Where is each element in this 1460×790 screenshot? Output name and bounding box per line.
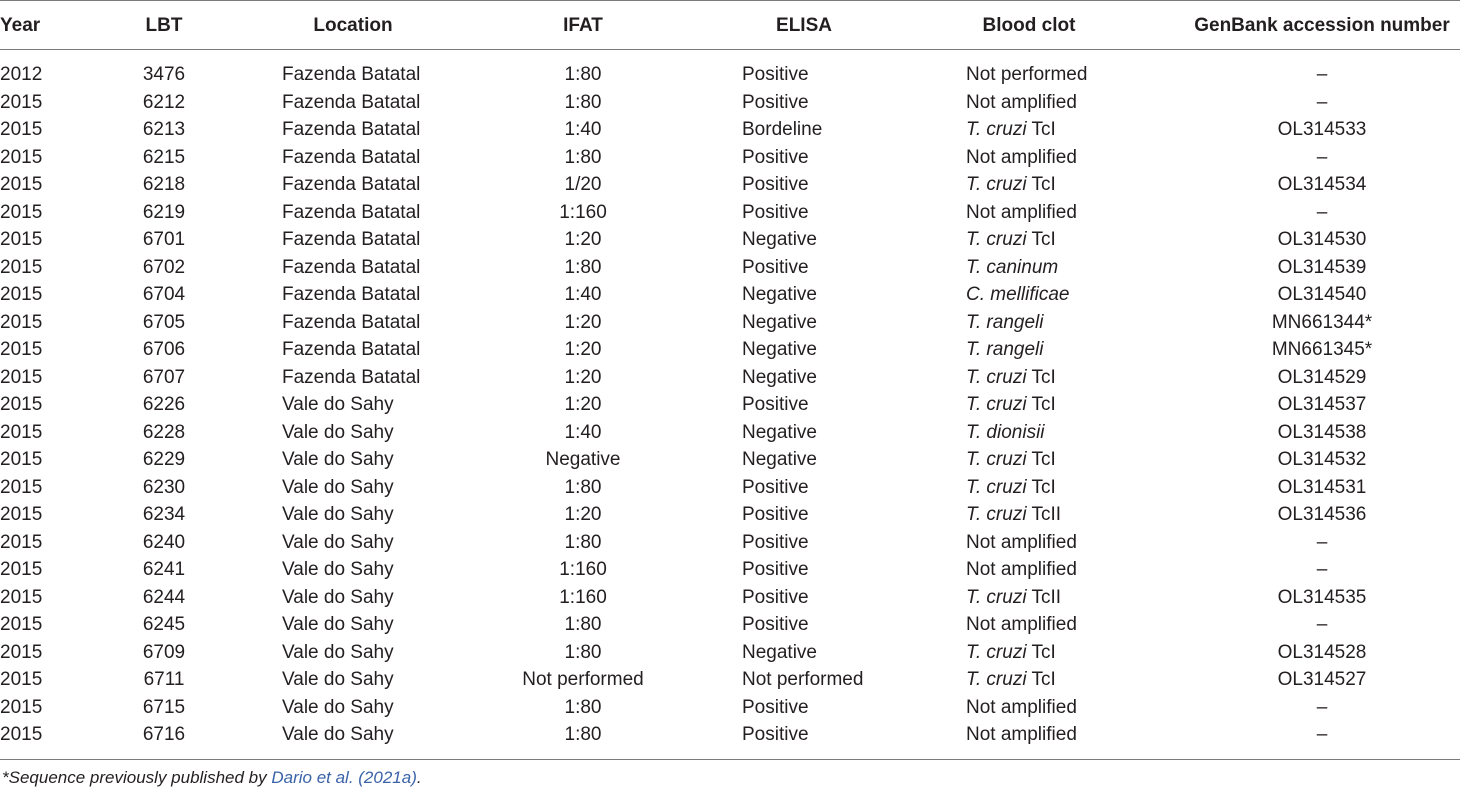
table-header-rule [0,49,1460,50]
cell-ifat: 1:80 [564,91,602,113]
cell-ifat: 1:40 [564,284,602,305]
cell-genbank: – [1316,724,1328,745]
cell-ifat: 1:20 [564,366,602,388]
cell-location: Vale do Sahy [282,394,394,415]
cell-elisa: Positive [742,201,809,223]
cell-location: Vale do Sahy [282,449,394,470]
cell-genbank: OL314528 [1277,641,1367,663]
species-name: T. cruzi [966,669,1027,690]
table-row [0,612,1460,640]
cell-elisa: Positive [742,174,809,195]
cell-blood-clot [966,447,1056,473]
cell-elisa: Negative [742,366,817,388]
cell-lbt: 6705 [142,311,186,333]
cell-elisa: Negative [742,641,817,663]
cell-location: Vale do Sahy [282,586,394,608]
cell-lbt: 3476 [142,64,186,85]
cell-ifat: 1:20 [564,339,602,360]
cell-genbank: – [1316,146,1328,168]
cell-ifat: 1:80 [564,614,602,635]
species-name: T. cruzi [966,641,1027,663]
cell-year: 2015 [0,229,43,250]
cell-elisa: Positive [742,586,809,608]
cell-blood-clot [966,310,1043,336]
cell-location: Fazenda Batatal [282,119,421,140]
cell-elisa: Positive [742,696,809,718]
blood-clot-result: TcI [1026,449,1056,470]
species-name: T. cruzi [966,504,1027,525]
cell-genbank: OL314531 [1277,476,1367,498]
species-name: C. mellificae [966,284,1070,305]
footnote-text: *Sequence previously published by [2,768,272,787]
cell-elisa: Positive [742,394,809,415]
cell-lbt: 6245 [142,614,186,635]
cell-ifat: 1:160 [559,559,607,580]
cell-elisa: Negative [742,449,817,470]
cell-year: 2015 [0,586,43,608]
blood-clot-result: TcII [1026,586,1062,608]
cell-blood-clot [966,172,1056,198]
cell-location: Vale do Sahy [282,476,394,498]
cell-elisa: Positive [742,531,809,553]
blood-clot-result: TcI [1026,366,1056,388]
cell-blood-clot [966,612,1077,638]
table-row [0,172,1460,200]
cell-ifat: 1:80 [564,531,602,553]
cell-genbank: OL314532 [1277,449,1367,470]
table-row [0,145,1460,173]
footnote-citation-link[interactable]: Dario et al. (2021a) [271,768,417,787]
cell-lbt: 6702 [142,256,186,278]
cell-elisa: Positive [742,476,809,498]
species-name: T. dionisii [966,421,1045,443]
cell-year: 2015 [0,394,43,415]
cell-blood-clot [966,722,1077,748]
cell-location: Vale do Sahy [282,669,394,690]
cell-ifat: Not performed [522,669,644,690]
cell-ifat: 1:80 [564,696,602,718]
cell-lbt: 6707 [142,366,186,388]
cell-elisa: Positive [742,256,809,278]
species-name: T. cruzi [966,366,1027,388]
column-header-ifat: IFAT [563,15,603,36]
cell-genbank: OL314527 [1277,669,1367,690]
cell-genbank: – [1316,614,1328,635]
cell-ifat: 1:80 [564,256,602,278]
table-bottom-rule [0,759,1460,760]
table-row [0,530,1460,558]
cell-genbank: OL314537 [1277,394,1367,415]
cell-elisa: Not performed [742,669,864,690]
footnote-end: . [416,768,422,787]
species-name: T. cruzi [966,394,1027,415]
cell-location: Fazenda Batatal [282,256,421,278]
cell-location: Fazenda Batatal [282,366,421,388]
blood-clot-result: TcI [1026,119,1056,140]
cell-blood-clot [966,145,1077,171]
cell-lbt: 6715 [142,696,186,718]
cell-ifat: Negative [545,449,621,470]
table-row [0,365,1460,393]
cell-year: 2015 [0,91,43,113]
cell-location: Vale do Sahy [282,641,394,663]
cell-genbank: OL314539 [1277,256,1367,278]
blood-clot-result: Not amplified [966,614,1077,635]
cell-location: Vale do Sahy [282,504,394,525]
cell-year: 2015 [0,641,43,663]
cell-year: 2015 [0,559,43,580]
cell-blood-clot [966,392,1056,418]
species-name: T. caninum [966,256,1059,278]
blood-clot-result: Not amplified [966,696,1077,718]
cell-blood-clot [966,62,1087,88]
table-row [0,255,1460,283]
table-row [0,337,1460,365]
cell-year: 2015 [0,339,43,360]
cell-genbank: – [1316,696,1328,718]
cell-elisa: Positive [742,64,809,85]
cell-ifat: 1:40 [564,421,602,443]
cell-blood-clot [966,365,1056,391]
cell-year: 2015 [0,201,43,223]
blood-clot-result: TcI [1026,229,1056,250]
blood-clot-result: TcI [1026,476,1056,498]
species-name: T. cruzi [966,586,1027,608]
blood-clot-result: TcI [1026,641,1056,663]
cell-blood-clot [966,282,1069,308]
cell-genbank: OL314536 [1277,504,1367,525]
cell-blood-clot [966,227,1056,253]
column-header-location: Location [313,15,393,36]
cell-blood-clot [966,502,1061,528]
species-name: T. cruzi [966,229,1027,250]
cell-genbank: MN661345* [1271,339,1373,360]
blood-clot-result: Not amplified [966,559,1077,580]
cell-blood-clot [966,90,1077,116]
cell-genbank: – [1316,64,1328,85]
cell-elisa: Positive [742,504,809,525]
cell-elisa: Negative [742,421,817,443]
table-row [0,695,1460,723]
cell-elisa: Positive [742,91,809,113]
species-name: T. rangeli [966,311,1044,333]
cell-lbt: 6716 [142,724,186,745]
blood-clot-result: Not amplified [966,201,1077,223]
cell-blood-clot [966,695,1077,721]
cell-elisa: Bordeline [742,119,823,140]
cell-genbank: OL314535 [1277,586,1367,608]
cell-location: Vale do Sahy [282,614,394,635]
blood-clot-result: Not amplified [966,724,1077,745]
cell-location: Fazenda Batatal [282,174,421,195]
cell-genbank: OL314533 [1277,119,1367,140]
cell-elisa: Negative [742,229,817,250]
cell-location: Vale do Sahy [282,559,394,580]
cell-year: 2015 [0,421,43,443]
cell-blood-clot [966,200,1077,226]
table-row [0,392,1460,420]
cell-location: Fazenda Batatal [282,91,421,113]
cell-year: 2015 [0,476,43,498]
blood-clot-result: TcI [1026,669,1056,690]
column-header-year: Year [0,15,41,36]
table-row [0,420,1460,448]
cell-ifat: 1:20 [564,311,602,333]
cell-location: Vale do Sahy [282,724,394,745]
table-footnote [2,767,422,789]
cell-genbank: OL314540 [1277,284,1367,305]
cell-ifat: 1:20 [564,229,602,250]
cell-blood-clot [966,255,1058,281]
cell-lbt: 6226 [142,394,186,415]
cell-blood-clot [966,557,1077,583]
cell-blood-clot [966,667,1056,693]
cell-blood-clot [966,585,1061,611]
cell-genbank: OL314534 [1277,174,1367,195]
cell-elisa: Positive [742,724,809,745]
cell-genbank: – [1316,91,1328,113]
cell-location: Fazenda Batatal [282,229,421,250]
species-name: T. cruzi [966,449,1027,470]
cell-year: 2015 [0,614,43,635]
cell-year: 2015 [0,284,43,305]
cell-blood-clot [966,475,1056,501]
cell-elisa: Positive [742,559,809,580]
cell-elisa: Negative [742,339,817,360]
blood-clot-result: Not amplified [966,91,1077,113]
blood-clot-result: TcI [1026,394,1056,415]
cell-ifat: 1:80 [564,64,602,85]
table-row [0,310,1460,338]
cell-ifat: 1:160 [559,586,607,608]
cell-elisa: Negative [742,311,817,333]
column-header-lbt: LBT [145,15,183,36]
cell-location: Fazenda Batatal [282,284,421,305]
cell-location: Vale do Sahy [282,421,394,443]
table-row [0,117,1460,145]
cell-year: 2015 [0,504,43,525]
cell-ifat: 1:80 [564,641,602,663]
column-header-blood-clot: Blood clot [982,15,1076,36]
cell-year: 2015 [0,256,43,278]
cell-lbt: 6219 [142,201,186,223]
cell-year: 2015 [0,531,43,553]
cell-year: 2015 [0,146,43,168]
table-row [0,502,1460,530]
table-row [0,200,1460,228]
cell-lbt: 6234 [142,504,186,525]
blood-clot-result: TcI [1026,174,1056,195]
cell-location: Fazenda Batatal [282,311,421,333]
cell-lbt: 6213 [142,119,186,140]
cell-lbt: 6244 [142,586,186,608]
cell-location: Fazenda Batatal [282,339,421,360]
cell-year: 2015 [0,366,43,388]
table-row [0,585,1460,613]
cell-lbt: 6228 [142,421,186,443]
cell-location: Vale do Sahy [282,696,394,718]
cell-lbt: 6706 [142,339,186,360]
cell-year: 2015 [0,119,43,140]
cell-lbt: 6212 [142,91,186,113]
cell-location: Fazenda Batatal [282,146,421,168]
table-row [0,557,1460,585]
cell-lbt: 6704 [142,284,186,305]
cell-location: Fazenda Batatal [282,64,421,85]
cell-lbt: 6709 [142,641,186,663]
cell-ifat: 1/20 [564,174,602,195]
cell-genbank: MN661344* [1271,311,1373,333]
cell-genbank: OL314538 [1277,421,1367,443]
cell-ifat: 1:160 [559,201,607,223]
blood-clot-result: Not amplified [966,146,1077,168]
cell-lbt: 6711 [143,669,185,690]
cell-ifat: 1:80 [564,476,602,498]
column-header-elisa: ELISA [776,15,832,36]
table-row [0,282,1460,310]
species-name: T. cruzi [966,119,1027,140]
table-row [0,447,1460,475]
cell-genbank: OL314529 [1277,366,1367,388]
cell-ifat: 1:40 [564,119,602,140]
cell-year: 2012 [0,64,43,85]
cell-genbank: OL314530 [1277,229,1367,250]
cell-year: 2015 [0,724,43,745]
blood-clot-result: Not performed [966,64,1088,85]
table-row [0,227,1460,255]
species-name: T. cruzi [966,174,1027,195]
blood-clot-result: TcII [1026,504,1062,525]
table-row [0,722,1460,750]
table-row [0,62,1460,90]
cell-blood-clot [966,530,1077,556]
table-row [0,640,1460,668]
species-name: T. rangeli [966,339,1044,360]
cell-genbank: – [1316,201,1328,223]
cell-year: 2015 [0,174,43,195]
table-top-rule [0,0,1460,1]
cell-lbt: 6218 [142,174,186,195]
cell-year: 2015 [0,696,43,718]
cell-lbt: 6229 [142,449,186,470]
cell-elisa: Negative [742,284,817,305]
cell-elisa: Positive [742,146,809,168]
cell-blood-clot [966,117,1056,143]
cell-year: 2015 [0,449,43,470]
table-row [0,90,1460,118]
cell-location: Vale do Sahy [282,531,394,553]
blood-clot-result: Not amplified [966,531,1077,553]
cell-lbt: 6215 [142,146,186,168]
cell-ifat: 1:20 [564,394,602,415]
cell-blood-clot [966,420,1045,446]
table-row [0,667,1460,695]
cell-elisa: Positive [742,614,809,635]
cell-lbt: 6230 [142,476,186,498]
table-header [0,13,1460,39]
cell-ifat: 1:20 [564,504,602,525]
cell-genbank: – [1316,531,1328,553]
cell-lbt: 6240 [142,531,186,553]
cell-blood-clot [966,337,1043,363]
cell-year: 2015 [0,311,43,333]
cell-lbt: 6241 [142,559,186,580]
cell-year: 2015 [0,669,43,690]
cell-location: Fazenda Batatal [282,201,421,223]
column-header-genbank: GenBank accession number [1194,15,1450,36]
cell-genbank: – [1316,559,1328,580]
table-row [0,475,1460,503]
cell-lbt: 6701 [142,229,186,250]
cell-ifat: 1:80 [564,724,602,745]
species-name: T. cruzi [966,476,1027,498]
cell-ifat: 1:80 [564,146,602,168]
cell-blood-clot [966,640,1056,666]
